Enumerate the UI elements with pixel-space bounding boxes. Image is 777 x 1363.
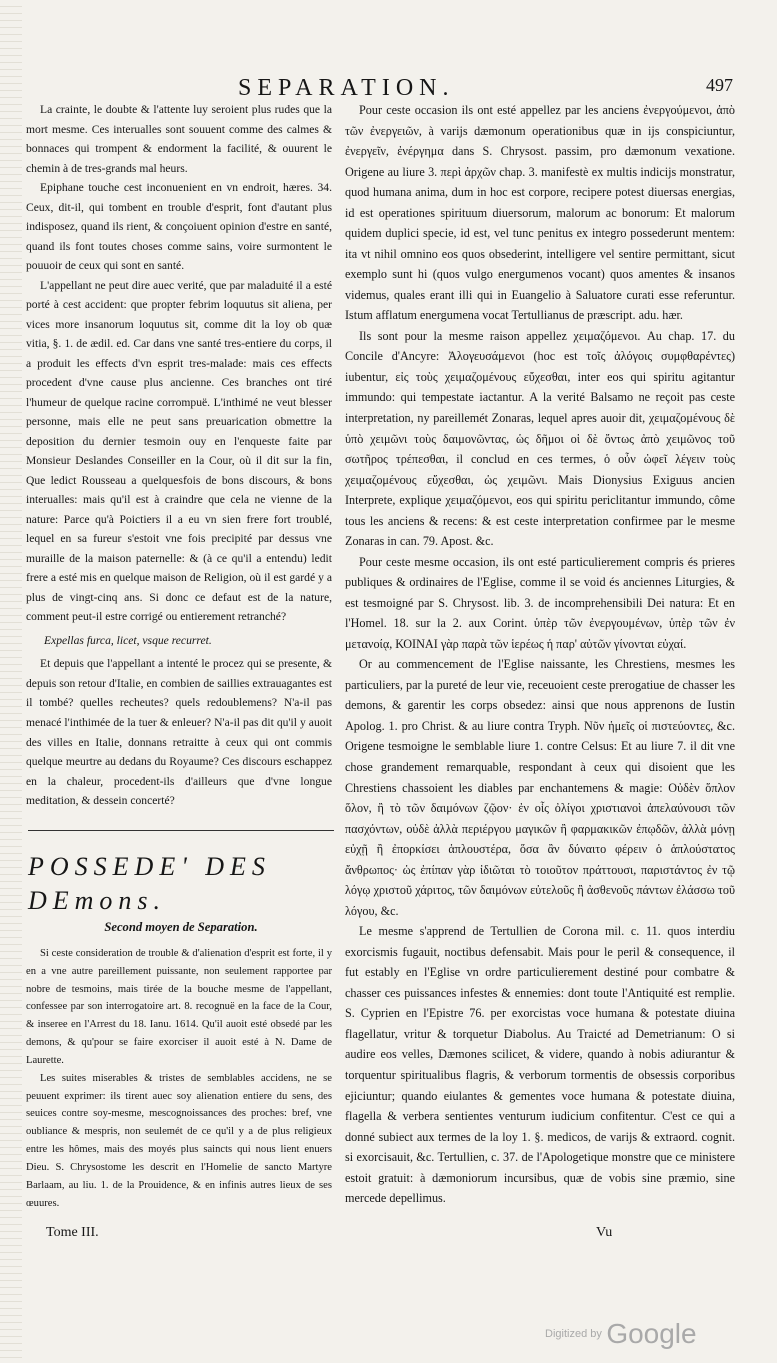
latin-quote: Expellas furca, licet, vsque recurret. xyxy=(44,633,212,647)
right-column xyxy=(345,100,735,1209)
right-paragraph: Pour ceste mesme occasion, ils ont esté particulierement compris és prieres publiques & ordinaires de l'Eglise, comme il se void és anciennes Liturgies, & est tesmoigné par S. Chrysost. lib. 3. de incomprehensibili Dei natura: Et en l'Homel. 18. sur la 2. aux Corint. ὑπὲρ τῶν ἐνεργουμένων, ὑπὲρ τῶν ἐν μετανοίᾳ, ΚΟΙΝΑΙ γὰρ παρὰ τῶν ἱερέως ἡ παρ' αὐτῶν γίνονται εὐχαί. xyxy=(345,554,735,651)
volume-label: Tome III. xyxy=(46,1225,99,1240)
page-number: 497 xyxy=(706,75,733,95)
section-paragraph: Les suites miserables & tristes de semblables accidens, ne se peuuent exprimer: ils tirent auec soy alienation entiere du sens, des seuices contre soy-mesme, mescognoissances des proches: bref, vne oubliance & mespris, non seulemét de ce qu'il y a de plus religieux entre les hômes, mais des moyés plus saincts qui nous lient enuers Dieu. S. Chrysostome les descrit en l'Homelie de sancto Martyre Barlaam, au liu. 1. de la Prouidence, & en infinis autres lieux de ses œuures. xyxy=(26,1072,332,1209)
right-paragraph: Or au commencement de l'Eglise naissante, les Chrestiens, mesmes les particuliers, par la pureté de leur vie, receuoient ceste prerogatiue de chasser les demons, & garentir les corps obsedez: ainsi que nous apprenons de Iustin Apolog. 1. pro Christ. & au liure contra Tryph. Νῦν ἡμεῖς οἱ πιστεύοντες, &c. Origene tesmoigne le semblable liure 1. contre Celsus: Et au liure 7. il dit vne chose grandement remarquable, respondant à ceux qui disoient que les Chrestiens chassoient les diables par enchantemens & magie: Οὐδὲν ὅπλον ὅλον, ἢ τὸ τῶν δαιμόνων ζῷον· ἐν οἷς ὀλίγοι χριστιανοὶ ἀπελαύνουσι τῶν πασχόντων, οὐδὲ ἀλλὰ περιέργου μαγικῶν ἢ φαρμακικῶν ἐπῳδῶν, ἀλλὰ μόνῃ εὐχῇ ἢ ἐπορκίσει ἁπλουστέρα, ὅσα ἂν δύναιτο φέρειν ὁ ἁπλούστατος ἄνθρωπος· ὡς ἐπίπαν γὰρ ἰδιῶται τὸ τοιοῦτον πράττουσι, παριστάντος ἐν τῷ λόγῳ χριστοῦ χάριτος, τῶν δαιμόνων εὐτελοῦς ἢ ἀσθενοῦς πάντων ἐλάσσω τοῦ λόγου, &c. xyxy=(345,657,735,918)
running-title: SEPARATION. xyxy=(238,75,455,101)
catchword: Vu xyxy=(596,1225,613,1240)
right-paragraph: Le mesme s'apprend de Tertullien de Corona mil. c. 11. quos interdiu exorcismis fugauit, noctibus defensabit. Mais pour le peril & consequence, il fut estably en l'Eglise vn ordre particulierement destiné pour combatre & chasser ces puissances infestes & ennemies: dont toute l'Antiquité est remplie. S. Cyprien en l'Epistre 76. per exorcistas voce humana & potestate diuina flagellatur, vritur & torquetur Diabolus. Au Traicté ad Demetrianum: O si audire eos velles, Dæmones scilicet, & videre, quando à nobis adiurantur & torquentur spiritualibus flagris, & verborum tormentis de obsessis corporibus ejiciuntur; quando eiulantes & gementes voce humana & potestate diuina, flagella & verbera sentientes venturum iudicium confitentur. C'est ce qui a donné subiect aux termes de la loy 1. §. medicos, de varijs & extraord. cognit. si exorcisauit, &c. Tertullien, c. 37. de l'Apologetique monstre que ce ministere estoit gratuit: à dæmoniorum incursibus, quæ de vobis sine præmio, sine mercede depellimus. xyxy=(345,924,735,1206)
right-paragraph: Pour ceste occasion ils ont esté appellez par les anciens ἐνεργούμενοι, ἀπὸ τῶν ἐνεργειῶν, à varijs dæmonum operationibus quæ in ijs conspiciuntur, ἐνεργεῖν, ἐνέργημα dans S. Chrysost. passim, pro dæmonum vexatione. Origene au liure 3. περὶ ἀρχῶν chap. 3. manifestè ex multis indicijs monstratur, quod humana anima, dum in hoc est corpore, recipere potest diuersas energias, id est operationes spirituum diuersorum, malorum ac bonorum: Et malorum quidem duplici specie, id est, vel tunc penitus ex integro possederunt mentem: ita vt nihil omnino eos quos obsederint, intelligere vel sentire permittant, sicut exemplo sunt hi (quos vulgo energumenos vocant) quos amentes & insanos videmus, quales erant illi qui in Euangelio à Saluatore curati esse referuntur. Istum afflatum energumena vocat Tertullianus de præscript. adu. hær. xyxy=(345,103,735,323)
section-paragraph: Si ceste consideration de trouble & d'alienation d'esprit est forte, il y en a vne autre pareillement puissante, non seulement rapportee par nobre de tesmoins, mais tirée de la bouche mesme de l'appellant, confessee par son interrogatoire art. 8. recognuë en la face de la Cour, & inseree en l'Arrest du 18. Ianu. 1614. Qu'il auoit esté obsedé par les demons, & qu'pour se faire exorciser il auoit esté à N. Dame de Laurette. xyxy=(26,948,332,1066)
section-divider xyxy=(28,830,334,831)
left-column xyxy=(26,100,332,811)
section-subtitle: Second moyen de Separation. xyxy=(104,920,258,934)
section-title: POSSEDE' DES DEmons. xyxy=(28,852,271,915)
right-paragraph: Ils sont pour la mesme raison appellez χειμαζόμενοι. Au chap. 17. du Concile d'Ancyre: Ἀλογευσάμενοι (hoc est τοῖς ἀλόγοις συμφθαρέντες) iubentur, εἰς τοὺς χειμαζομένους εὔχεσθαι, inter eos qui spiritu agitantur immundo: qui tempestate iactantur. A la verité Balsamo ne reçoit pas ceste interpretation, ny pareillemét Zonaras, lequel apres auoir dit, χειμαζομένους δὲ ὑπὸ χειμῶνι τοὺς δαιμονῶντας, ὡς δῆμοι οἱ δὲ ὄντως ἀπὸ χειμῶνος τοῦ σωτῆρος τρέπεσθαι, il conclud en ces termes, ὁ οὖν ὠφεῖ λέγειν τοὺς χειμαζομένους εὔχεσθαι, ὡς χειμῶνι. Mais Dionysius Exiguus ancien Interprete, explique χειμαζόμενοι, eos qui spiritu periclitantur immundo, côme tous les anciens & recens: & est ceste interpretation confirmee par le mesme Zonaras in can. 79. Apost. &c. xyxy=(345,328,735,549)
left-paragraph: La crainte, le doubte & l'attente luy seroient plus rudes que la mort mesme. Ces interualles sont souuent comme des calmes & bonnaces qui trompent & endorment la facilité, & ouurent le chemin à de tres-grands mal heurs. xyxy=(26,103,332,175)
page-binding-edge xyxy=(0,0,22,1363)
digitized-watermark xyxy=(545,1318,697,1350)
google-logo: Google xyxy=(606,1318,697,1349)
left-paragraph: Epiphane touche cest inconuenient en vn endroit, hæres. 34. Ceux, dit-il, qui tombent en trouble d'esprit, font d'autant plus indisposez, quand ils rient, & conçoiuent opinion d'estre en santé, quand ils font toutes choses comme sains, voire surmontent le pouuoir de ceux qui sont en santé. xyxy=(26,181,332,273)
section-body xyxy=(26,945,332,1212)
left-paragraph: Et depuis que l'appellant a intenté le procez qui se presente, & depuis son retour d'Italie, en combien de saillies extrauagantes est il tombé? quelles recheutes? quels redoublemens? N'a-il pas menacé l'inthimée de la tuer & enleuer? N'a-il pas dit qu'il y auoit des villes en Italie, donnans retraitte à ceux qui ont commis quelque meurtre au dedans du Royaume? Ces discours eschappez en la chaleur, procedent-ils d'ailleurs que d'vne longue meditation, & dessein concerté? xyxy=(26,657,332,808)
left-paragraph: L'appellant ne peut dire auec verité, que par maladuité il a esté porté à cest accident: que propter febrim loquutus sit aliena, per vices more insanorum loquutus sit, comme dit la loy ob quæ vitia, §. 1. de ædil. ed. Car dans vne santé tres-entiere du corps, il a produit les effects d'vn esprit tres-malade: mais ces effects procedent d'vne cause plus ancienne. Ces branches ont tiré l'humeur de quelque racine corrompuë. L'inthimé ne veut blesser personne, mais elle ne peut sans preuarication obmettre la deposition du dernier tesmoin ouy en l'enqueste faite par Monsieur Deslandes Conseiller en la Cour, où il dit sur la fin, Que ledict Rousseau a quelquesfois de bons discours, & bons interualles: mais qu'il est à craindre que cela ne vienne de la nature: Parce qu'à Poictiers il a eu vn sien frere fort troublé, lequel en sa fureur s'estoit vne fois precipité par dessus vne muraille de la maison paternelle: & (à ce qu'il a entendu) ledit frere a esté mis en quelque maison de Religion, où il est gardé y a plus de vingt-cinq ans. Si donc ce defaut est de la nature, comment peut-il estre corrigé ou entierement retranché? xyxy=(26,278,332,624)
watermark-prefix: Digitized by xyxy=(545,1328,602,1340)
